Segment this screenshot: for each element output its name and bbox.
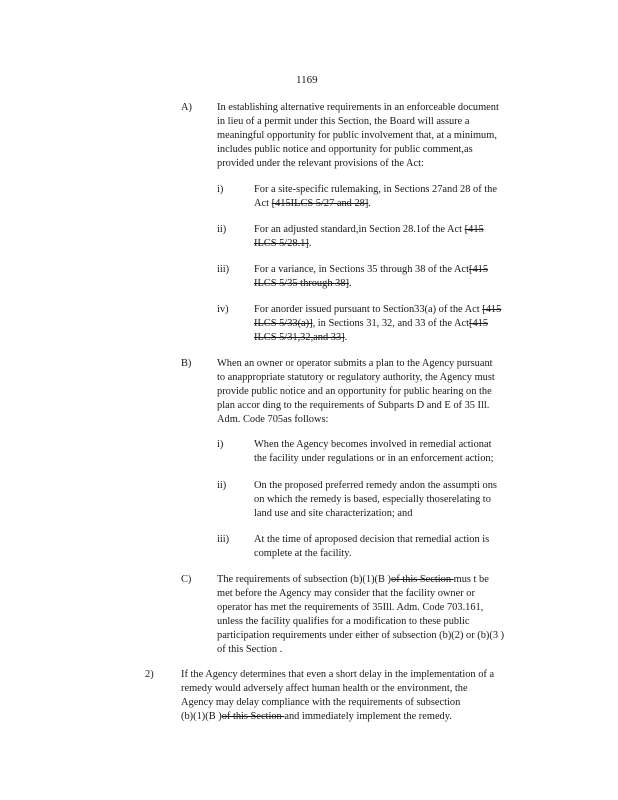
- subitem-label: i): [217, 184, 224, 195]
- item-label: C): [181, 574, 192, 585]
- text-line: unless the facility qualifies for a modification to these public: [217, 616, 470, 627]
- subitem-label: ii): [217, 480, 227, 491]
- text-line: the facility under regulations or in an enforcement action;: [254, 453, 494, 464]
- text-line: remedy would adversely affect human health or the environment, the: [181, 683, 468, 694]
- text-line: In establishing alternative requirements in an enforceable document: [217, 102, 499, 113]
- struck-text: of this Section: [391, 574, 454, 585]
- struck-text: of this Section: [221, 711, 285, 722]
- struck-text: [415: [469, 318, 489, 329]
- text-line: For a site-specific rulemaking, in Sections 27and 28 of the: [254, 184, 497, 195]
- struck-text: ILCS 5/31,32,and 33]: [254, 332, 345, 343]
- subitem-label: iii): [217, 264, 230, 275]
- subitem-label: iii): [217, 534, 230, 545]
- text-line: Act [415ILCS 5/27 and 28].: [254, 198, 371, 209]
- text-line: If the Agency determines that even a short delay in the implementation of a: [181, 669, 495, 680]
- item-text: [217, 573, 504, 657]
- item-label: 2): [145, 669, 154, 680]
- text-line: in lieu of a permit under this Section, the Board will assure a: [217, 116, 470, 127]
- text-line: For an adjusted standard,in Section 28.1of the Act [415: [254, 224, 484, 235]
- text-line: includes public notice and opportunity for public comment,as: [217, 144, 473, 155]
- text-line: ILCS 5/33(a)], in Sections 31, 32, and 33 of the Act[415: [254, 318, 489, 329]
- item-text: [217, 357, 495, 427]
- subitem-text: [254, 223, 484, 251]
- struck-text: ILCS 5/35 through 38]: [254, 278, 349, 289]
- item-text: [217, 101, 535, 171]
- text-line: ILCS 5/31,32,and 33].: [254, 332, 348, 343]
- subitem-label: i): [217, 439, 224, 450]
- text-line: Adm. Code 705as follows:: [217, 414, 329, 425]
- text-line: Agency may delay compliance with the requirements of subsection: [181, 697, 461, 708]
- text-line: (b)(1)(B )of this Section and immediately implement the remedy.: [181, 711, 452, 722]
- text-line: land use and site characterization; and: [254, 508, 413, 519]
- subitem-text: [254, 263, 488, 291]
- text-line: At the time of aproposed decision that remedial action is: [254, 534, 490, 545]
- subitem-text: [254, 303, 501, 345]
- text-line: On the proposed preferred remedy andon the assumpti ons: [254, 480, 497, 491]
- text-line: The requirements of subsection (b)(1)(B )of this Section mus t be: [217, 574, 489, 585]
- text-line: ILCS 5/35 through 38].: [254, 278, 352, 289]
- text-line: provided under the relevant provisions of the Act:: [217, 158, 424, 169]
- subitem-text: [254, 533, 489, 561]
- text-line: to anappropriate statutory or regulatory authority, the Agency must: [217, 372, 495, 383]
- item-text: [181, 668, 494, 724]
- page-number: 1169: [296, 74, 318, 86]
- subitem-text: [254, 183, 497, 211]
- struck-text: [415: [468, 264, 489, 275]
- text-line: When the Agency becomes involved in remedial actionat: [254, 439, 492, 450]
- subitem-text: [254, 479, 497, 521]
- struck-text: [415: [464, 224, 484, 235]
- text-line: met before the Agency may consider that the facility owner or: [217, 588, 475, 599]
- text-line: on which the remedy is based, especially thoserelating to: [254, 494, 491, 505]
- subitem-text: [254, 438, 493, 466]
- item-label: A): [181, 102, 192, 113]
- text-line: plan accor ding to the requirements of Subparts D and E of 35 Ill.: [217, 400, 490, 411]
- text-line: ILCS 5/28.1].: [254, 238, 312, 249]
- struck-text: [415: [482, 304, 502, 315]
- text-line: When an owner or operator submits a plan to the Agency pursuant: [217, 358, 493, 369]
- subitem-label: iv): [217, 304, 229, 315]
- item-label: B): [181, 358, 192, 369]
- struck-text: ILCS 5/33(a)]: [254, 318, 313, 329]
- text-line: provide public notice and an opportunity for public hearing on the: [217, 386, 492, 397]
- text-line: complete at the facility.: [254, 548, 352, 559]
- text-line: participation requirements under either of subsection (b)(2) or (b)(3 ): [217, 630, 505, 641]
- text-line: of this Section .: [217, 644, 283, 655]
- text-line: For a variance, in Sections 35 through 38 of the Act[415: [254, 264, 489, 275]
- text-line: For anorder issued pursuant to Section33(a) of the Act [415: [254, 304, 502, 315]
- text-line: operator has met the requirements of 35Ill. Adm. Code 703.161,: [217, 602, 484, 613]
- struck-text: [415ILCS 5/27 and 28]: [271, 198, 369, 209]
- text-line: meaningful opportunity for public involvement that, at a minimum,: [217, 130, 497, 141]
- struck-text: ILCS 5/28.1]: [254, 238, 309, 249]
- subitem-label: ii): [217, 224, 227, 235]
